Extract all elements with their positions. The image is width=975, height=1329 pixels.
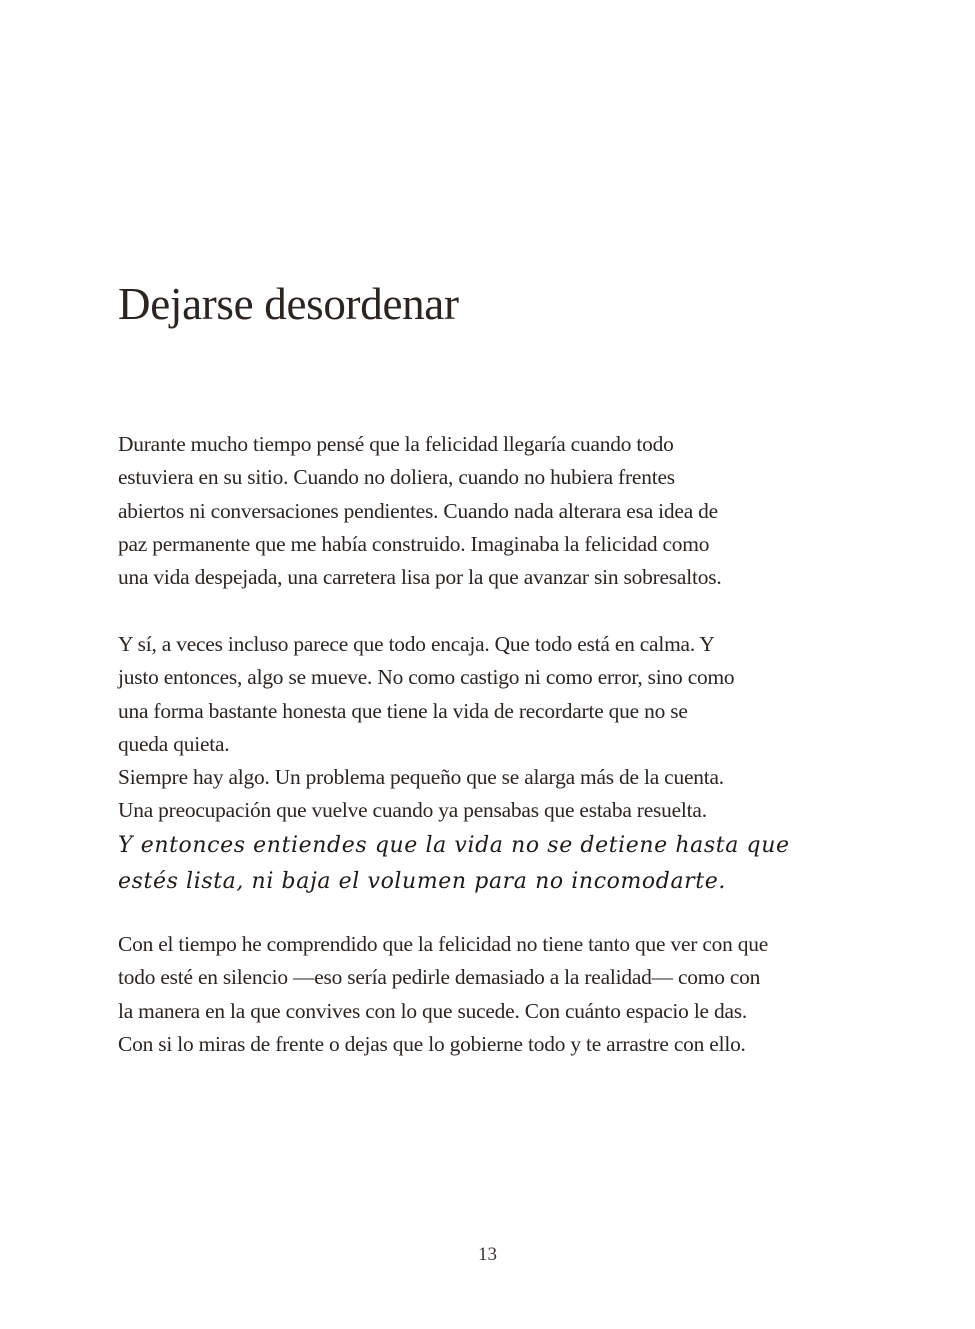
text-line: todo esté en silencio —eso sería pedirle demasiado a la realidad— como con: [118, 965, 761, 990]
text-line: la manera en la que convives con lo que sucede. Con cuánto espacio le das.: [118, 998, 748, 1023]
paragraph-2: [118, 628, 878, 828]
text-line: Siempre hay algo. Un problema pequeño que se alarga más de la cuenta.: [118, 765, 724, 790]
text-line: una vida despejada, una carretera lisa por la que avanzar sin sobresaltos.: [118, 565, 722, 590]
paragraph-3: [118, 928, 878, 1061]
page-number: 13: [478, 1244, 497, 1265]
handwritten-quote: [118, 828, 878, 900]
text-line: queda quieta.: [118, 731, 230, 756]
text-line: Con el tiempo he comprendido que la felicidad no tiene tanto que ver con que: [118, 932, 769, 956]
text-line: estuviera en su sitio. Cuando no doliera, cuando no hubiera frentes: [118, 465, 675, 490]
text-line: justo entonces, algo se mueve. No como castigo ni como error, sino como: [118, 665, 735, 690]
text-line: Durante mucho tiempo pensé que la felicidad llegaría cuando todo: [118, 432, 674, 456]
text-line: paz permanente que me había construido. Imaginaba la felicidad como: [118, 531, 710, 556]
handwritten-line: Y entonces entiendes que la vida no se detiene hasta que: [118, 833, 790, 858]
text-line: Con si lo miras de frente o dejas que lo gobierne todo y te arrastre con ello.: [118, 1031, 746, 1056]
text-line: abiertos ni conversaciones pendientes. Cuando nada alterara esa idea de: [118, 498, 718, 523]
page-title: Dejarse desordenar: [118, 279, 459, 329]
handwritten-line: estés lista, ni baja el volumen para no incomodarte.: [118, 869, 726, 894]
paragraph-1: [118, 428, 878, 594]
text-line: Una preocupación que vuelve cuando ya pensabas que estaba resuelta.: [118, 798, 707, 823]
text-line: una forma bastante honesta que tiene la vida de recordarte que no se: [118, 698, 688, 723]
text-line: Y sí, a veces incluso parece que todo encaja. Que todo está en calma. Y: [118, 632, 715, 656]
